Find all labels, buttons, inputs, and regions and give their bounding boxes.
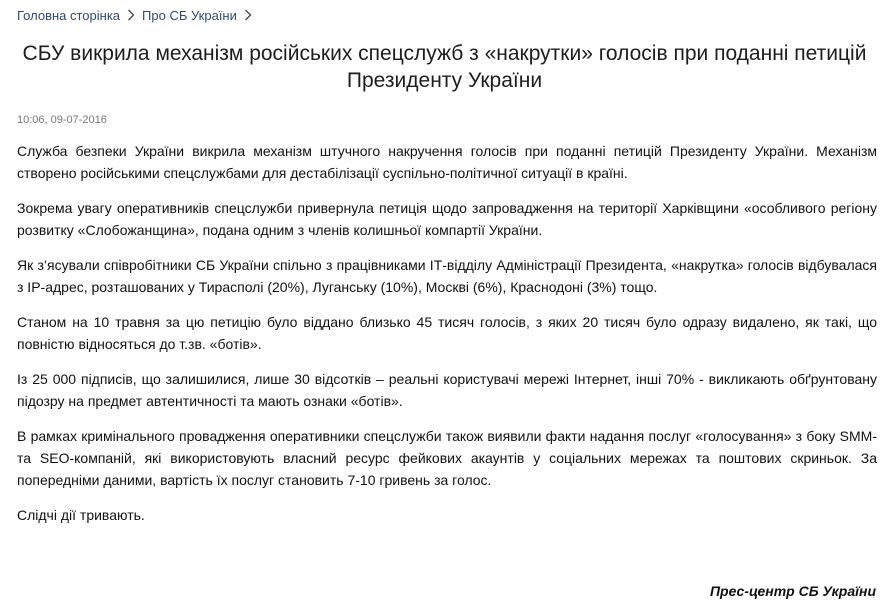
- breadcrumb: [17, 6, 259, 24]
- article-paragraph: Служба безпеки України викрила механізм штучного накручення голосів при поданні петицій Президенту України. Механізм створено російськими спецслужбами для дестабілізації суспільно-політичної ситуації в країні.: [17, 143, 877, 181]
- article-paragraph: Зокрема увагу оперативників спецслужби привернула петиція щодо запровадження на території Харківщини «особливого регіону розвитку «Слобожанщина», подана одним з членів колишньої компартії України.: [17, 200, 877, 238]
- article-paragraph: Як з’ясували співробітники СБ України спільно з працівниками ІТ-відділу Адміністрації Президента, «накрутка» голосів відбувалася з ІР-адрес, розташованих у Тирасполі (20%), Луганську (10%), Москві (6%), Краснодоні (3%) тощо.: [17, 257, 877, 295]
- article-paragraph: Станом на 10 травня за цю петицію було віддано близько 45 тисяч голосів, з яких 20 тисяч було одразу видалено, як такі, що повністю відносяться до т.зв. «ботів».: [17, 314, 877, 352]
- article-paragraph: В рамках кримінального провадження оперативники спецслужби також виявили факти надання послуг «голосування» з боку SMM- та SEO-компаній, які використовують власний ресурс фейкових акаунтів у соціальних мережах та поштових скриньок. За попередніми даними, вартість їх послуг становить 7-10 гривень за голос.: [17, 428, 877, 488]
- chevron-right-icon: [120, 6, 142, 24]
- article-signature: Прес-центр СБ України: [709, 583, 876, 599]
- article-body: [17, 140, 877, 539]
- article-paragraph: Слідчі дії тривають.: [17, 507, 145, 523]
- chevron-right-icon: [237, 6, 259, 24]
- breadcrumb-home-link[interactable]: Головна сторінка: [17, 7, 121, 23]
- article-date: 10:06, 09-07-2016: [17, 114, 107, 126]
- article-paragraph: Із 25 000 підписів, що залишилися, лише 30 відсотків – реальні користувачі мережі Інтернет, інші 70% - викликають обґрунтовану підозру на предмет автентичності та мають ознаки «ботів».: [17, 371, 877, 409]
- article-title: СБУ викрила механізм російських спецслужб з «накрутки» голосів при поданні петицій Президенту України: [22, 42, 867, 92]
- breadcrumb-about-link[interactable]: Про СБ України: [142, 7, 237, 23]
